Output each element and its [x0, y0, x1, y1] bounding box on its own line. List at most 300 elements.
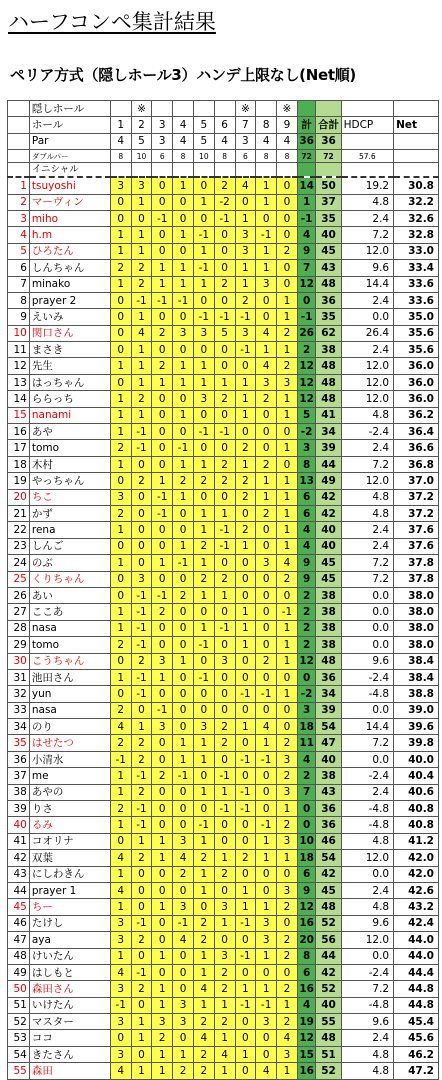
hole-score: 0	[214, 751, 235, 767]
hole-score: 0	[235, 866, 256, 882]
net-cell: 46.2	[394, 1046, 439, 1062]
hdcp-cell: 7.2	[341, 555, 394, 571]
player-row	[8, 1014, 439, 1030]
hole-score: 1	[152, 555, 173, 571]
hole-score: 1	[110, 620, 131, 636]
hole-score: 0	[152, 243, 173, 259]
hole-score: -1	[277, 604, 298, 620]
total-cell: 52	[316, 915, 341, 931]
hdcp-cell: 4.8	[341, 833, 394, 849]
hdcp-cell: 9.6	[341, 653, 394, 669]
hole-score: 1	[235, 210, 256, 226]
hole-score: 0	[110, 374, 131, 390]
player-name: にしわきん	[29, 866, 110, 882]
hole-score: 2	[277, 243, 298, 259]
rank-cell: 16	[8, 424, 30, 440]
player-row	[8, 227, 439, 243]
net-cell: 44.4	[394, 964, 439, 980]
hole-score: 1	[152, 981, 173, 997]
kei-cell: 7	[297, 260, 316, 276]
hole-score: 0	[110, 309, 131, 325]
hole-score: 1	[110, 604, 131, 620]
hole-score: 0	[131, 702, 152, 718]
hole-score: 0	[131, 1046, 152, 1062]
player-row	[8, 194, 439, 210]
hdcp-cell: 9.6	[341, 915, 394, 931]
hole-score: -1	[256, 751, 277, 767]
hole-score: 1	[110, 276, 131, 292]
hole-score: 4	[256, 1063, 277, 1079]
hidden-mark	[152, 101, 173, 117]
hole-score: 3	[110, 915, 131, 931]
player-row	[8, 505, 439, 521]
hole-score: 0	[152, 407, 173, 423]
rank-cell: 42	[8, 850, 30, 866]
kei-cell: 18	[297, 719, 316, 735]
par-label: Par	[29, 133, 110, 149]
net-cell: 38.0	[394, 620, 439, 636]
hole-score: 1	[277, 522, 298, 538]
hdcp-cell: -2.4	[341, 964, 394, 980]
hole-score: 0	[193, 702, 214, 718]
hole-score: 3	[110, 1046, 131, 1062]
player-row	[8, 768, 439, 784]
hole-number: 3	[152, 117, 173, 133]
hole-score: 0	[173, 620, 194, 636]
hdcp-cell: 7.2	[341, 571, 394, 587]
hole-score: 0	[173, 604, 194, 620]
player-name: nasa	[29, 702, 110, 718]
hole-score: 2	[110, 260, 131, 276]
hole-score: 1	[173, 653, 194, 669]
hole-score: -1	[214, 801, 235, 817]
total-cell: 42	[316, 964, 341, 980]
net-cell: 30.8	[394, 177, 439, 194]
rank-cell: 10	[8, 325, 30, 341]
player-row	[8, 309, 439, 325]
hole-score: 1	[235, 456, 256, 472]
hole-score: 2	[131, 735, 152, 751]
hole-score: 0	[193, 342, 214, 358]
hdcp-cell: 2.4	[341, 210, 394, 226]
hole-score: 2	[277, 735, 298, 751]
hole-score: 0	[256, 1046, 277, 1062]
hole-score: 2	[131, 850, 152, 866]
hole-score: 2	[277, 817, 298, 833]
hole-score: 0	[110, 538, 131, 554]
player-name: マーヴィン	[29, 194, 110, 210]
rank-cell: 22	[8, 522, 30, 538]
hole-score: 2	[193, 1046, 214, 1062]
hole-score: 0	[256, 587, 277, 603]
hole-score: 0	[256, 440, 277, 456]
hdcp-cell: 7.2	[341, 456, 394, 472]
player-name: やっちゃん	[29, 473, 110, 489]
total-cell: 50	[316, 177, 341, 194]
player-row	[8, 833, 439, 849]
hole-score: 0	[256, 309, 277, 325]
double-par-value: 8	[256, 150, 277, 163]
hole-score: 0	[173, 243, 194, 259]
hole-score: 1	[193, 194, 214, 210]
hole-number: 8	[256, 117, 277, 133]
hole-score: -1	[152, 489, 173, 505]
kei-cell: 6	[297, 866, 316, 882]
hole-score: 0	[256, 866, 277, 882]
hole-score: 1	[256, 473, 277, 489]
hole-score: 0	[235, 702, 256, 718]
hole-score: -1	[152, 505, 173, 521]
player-row	[8, 604, 439, 620]
hole-score: 2	[235, 850, 256, 866]
hole-score: 3	[173, 325, 194, 341]
total-cell: 38	[316, 768, 341, 784]
hole-score: 2	[152, 604, 173, 620]
hole-score: 0	[256, 801, 277, 817]
hole-score: 0	[235, 194, 256, 210]
player-name: きたさん	[29, 1046, 110, 1062]
hole-score: 1	[235, 637, 256, 653]
hole-score: 2	[214, 866, 235, 882]
hdcp-cell: -4.8	[341, 817, 394, 833]
hole-score: -1	[131, 768, 152, 784]
hole-score: 1	[131, 407, 152, 423]
kei-cell: 7	[297, 784, 316, 800]
rank-cell: 11	[8, 342, 30, 358]
hole-score: 4	[110, 850, 131, 866]
total-cell: 39	[316, 440, 341, 456]
hole-score: 1	[256, 850, 277, 866]
hole-score: 0	[152, 227, 173, 243]
hole-score: 0	[214, 342, 235, 358]
kei-cell: -2	[297, 424, 316, 440]
hole-score: 0	[277, 210, 298, 226]
hole-score: -1	[131, 801, 152, 817]
kei-cell: 10	[297, 833, 316, 849]
total-cell: 34	[316, 686, 341, 702]
kei-cell: 12	[297, 1030, 316, 1046]
kei-cell: 2	[297, 604, 316, 620]
player-name: tsuyoshi	[29, 177, 110, 194]
hole-score: 3	[277, 751, 298, 767]
hole-score: 3	[277, 784, 298, 800]
total-cell: 40	[316, 997, 341, 1013]
hole-score: -1	[214, 309, 235, 325]
player-name: 森田	[29, 1063, 110, 1079]
hole-score: 0	[110, 210, 131, 226]
rank-cell: 15	[8, 407, 30, 423]
hole-score: 1	[131, 719, 152, 735]
player-row	[8, 358, 439, 374]
hole-score: 1	[110, 391, 131, 407]
net-cell: 36.8	[394, 456, 439, 472]
kei-cell: 0	[297, 669, 316, 685]
hole-score: 1	[277, 850, 298, 866]
hole-score: 1	[110, 899, 131, 915]
hole-score: 0	[152, 194, 173, 210]
hole-score: 1	[152, 1046, 173, 1062]
total-cell: 38	[316, 604, 341, 620]
hole-score: 0	[152, 456, 173, 472]
hole-score: 0	[235, 555, 256, 571]
player-row	[8, 751, 439, 767]
hole-score: 1	[173, 456, 194, 472]
hole-score: 1	[214, 374, 235, 390]
net-cell: 32.6	[394, 210, 439, 226]
hole-score: -1	[131, 686, 152, 702]
hole-score: 0	[277, 964, 298, 980]
hole-score: -1	[235, 686, 256, 702]
hole-score: 2	[256, 653, 277, 669]
hole-score: 2	[277, 358, 298, 374]
rank-cell: 19	[8, 473, 30, 489]
net-cell: 39.8	[394, 735, 439, 751]
hole-score: 2	[152, 325, 173, 341]
hole-score: 0	[131, 456, 152, 472]
hole-score: 1	[193, 784, 214, 800]
total-cell: 34	[316, 424, 341, 440]
hole-score: 1	[110, 424, 131, 440]
net-cell: 37.8	[394, 571, 439, 587]
hole-score: 2	[214, 964, 235, 980]
hole-score: -1	[110, 997, 131, 1013]
hole-score: 4	[256, 719, 277, 735]
hole-score: 1	[256, 243, 277, 259]
hole-score: 4	[173, 932, 194, 948]
player-name: me	[29, 768, 110, 784]
total-cell: 42	[316, 489, 341, 505]
rank-cell: 53	[8, 1030, 30, 1046]
hole-score: 0	[277, 227, 298, 243]
hole-score: 3	[214, 899, 235, 915]
player-name: あや	[29, 424, 110, 440]
par-value: 4	[214, 133, 235, 149]
par-kei: 36	[297, 133, 316, 149]
hole-score: 1	[193, 555, 214, 571]
kei-cell: 19	[297, 1014, 316, 1030]
double-par-label: ダブルパー	[29, 150, 110, 163]
hole-score: 0	[214, 604, 235, 620]
hole-score: 1	[256, 489, 277, 505]
results-table	[7, 100, 439, 1080]
hole-score: 1	[152, 1063, 173, 1079]
hole-score: 0	[173, 522, 194, 538]
hole-score: 4	[235, 177, 256, 194]
hole-score: 0	[131, 522, 152, 538]
hole-score: 1	[235, 1046, 256, 1062]
hole-score: 0	[193, 177, 214, 194]
player-row	[8, 1030, 439, 1046]
double-par-value: 8	[214, 150, 235, 163]
rank-cell: 8	[8, 292, 30, 308]
hole-score: 2	[256, 456, 277, 472]
hole-score: 1	[235, 538, 256, 554]
hole-score: 1	[256, 948, 277, 964]
kei-cell: 2	[297, 587, 316, 603]
rank-cell: 3	[8, 210, 30, 226]
hole-score: 0	[173, 719, 194, 735]
rank-cell: 29	[8, 637, 30, 653]
hole-score: 1	[193, 276, 214, 292]
kei-cell: 6	[297, 964, 316, 980]
hole-score: 4	[277, 1030, 298, 1046]
player-name: けいたん	[29, 948, 110, 964]
total-cell: 40	[316, 227, 341, 243]
hole-score: 2	[256, 505, 277, 521]
hole-score: 1	[173, 751, 194, 767]
hole-score: 1	[131, 243, 152, 259]
hole-score: 3	[110, 981, 131, 997]
hole-score: 1	[131, 1014, 152, 1030]
hole-score: 0	[214, 440, 235, 456]
hole-score: 1	[193, 948, 214, 964]
hole-score: 0	[131, 210, 152, 226]
hole-score: 3	[235, 243, 256, 259]
hdcp-cell: 2.4	[341, 342, 394, 358]
hole-score: 4	[193, 981, 214, 997]
hole-score: 1	[110, 227, 131, 243]
hole-score: -1	[152, 292, 173, 308]
hole-score: 2	[131, 473, 152, 489]
hole-score: 0	[173, 424, 194, 440]
hole-score: 3	[152, 653, 173, 669]
hole-score: -1	[256, 686, 277, 702]
kei-cell: 12	[297, 899, 316, 915]
hole-number: 4	[173, 117, 194, 133]
hole-score: -1	[193, 309, 214, 325]
net-cell: 37.6	[394, 522, 439, 538]
kei-cell: 12	[297, 653, 316, 669]
hole-score: 4	[110, 719, 131, 735]
kei-cell: 12	[297, 374, 316, 390]
rank-cell: 55	[8, 1063, 30, 1079]
hole-score: 0	[235, 817, 256, 833]
hole-score: 2	[173, 473, 194, 489]
hole-score: 1	[277, 686, 298, 702]
hole-score: 0	[214, 227, 235, 243]
hole-score: 0	[193, 899, 214, 915]
hole-score: 2	[214, 1014, 235, 1030]
kei-cell: 5	[297, 407, 316, 423]
hole-score: -1	[235, 915, 256, 931]
net-cell: 42.4	[394, 915, 439, 931]
net-cell: 41.2	[394, 833, 439, 849]
hole-score: 0	[256, 882, 277, 898]
hole-score: 0	[256, 292, 277, 308]
rank-cell: 30	[8, 653, 30, 669]
hole-score: -1	[235, 948, 256, 964]
player-row	[8, 932, 439, 948]
hdcp-cell: 4.8	[341, 1063, 394, 1079]
hole-score: 3	[256, 374, 277, 390]
player-row	[8, 981, 439, 997]
hole-score: 1	[235, 604, 256, 620]
hole-score: 0	[277, 177, 298, 194]
rank-cell: 26	[8, 587, 30, 603]
hole-score: 2	[152, 768, 173, 784]
hdcp-cell: 2.4	[341, 538, 394, 554]
player-row	[8, 964, 439, 980]
hole-score: 1	[256, 177, 277, 194]
hole-score: 0	[193, 292, 214, 308]
player-name: ここあ	[29, 604, 110, 620]
player-row	[8, 210, 439, 226]
kei-cell: 16	[297, 915, 316, 931]
net-cell: 40.6	[394, 784, 439, 800]
hole-score: 0	[256, 768, 277, 784]
hole-score: 0	[277, 424, 298, 440]
hole-score: 1	[173, 374, 194, 390]
net-cell: 47.2	[394, 1063, 439, 1079]
hole-score: 1	[235, 899, 256, 915]
hole-score: 1	[173, 538, 194, 554]
hole-score: 0	[152, 686, 173, 702]
kei-cell: 9	[297, 555, 316, 571]
hdcp-cell: 4.8	[341, 194, 394, 210]
rank-cell: 9	[8, 309, 30, 325]
hole-score: 0	[131, 899, 152, 915]
hole-score: 0	[131, 505, 152, 521]
hole-score: 2	[214, 735, 235, 751]
player-row	[8, 489, 439, 505]
total-cell: 48	[316, 899, 341, 915]
total-cell: 36	[316, 801, 341, 817]
hdcp-cell: 2.4	[341, 522, 394, 538]
hole-score: 0	[173, 817, 194, 833]
hole-score: 0	[152, 571, 173, 587]
hole-score: -1	[173, 555, 194, 571]
hole-score: 0	[152, 801, 173, 817]
player-row	[8, 292, 439, 308]
net-cell: 38.4	[394, 669, 439, 685]
hole-score: 1	[131, 309, 152, 325]
total-cell: 45	[316, 571, 341, 587]
hole-score: 0	[277, 456, 298, 472]
par-value: 5	[193, 133, 214, 149]
hdcp-cell: 0.0	[341, 620, 394, 636]
hole-score: 0	[173, 194, 194, 210]
total-cell: 36	[316, 817, 341, 833]
hole-score: 0	[256, 522, 277, 538]
total-cell: 35	[316, 210, 341, 226]
rank-cell: 51	[8, 997, 30, 1013]
total-cell: 42	[316, 505, 341, 521]
hole-score: 1	[193, 522, 214, 538]
hole-score: 1	[214, 505, 235, 521]
net-cell: 43.2	[394, 899, 439, 915]
rank-cell: 6	[8, 260, 30, 276]
total-cell: 56	[316, 932, 341, 948]
hole-score: 1	[277, 801, 298, 817]
hole-score: 3	[173, 833, 194, 849]
hole-score: -1	[214, 424, 235, 440]
total-cell: 43	[316, 784, 341, 800]
kei-cell: 26	[297, 325, 316, 341]
hole-score: 1	[193, 964, 214, 980]
net-cell: 36.4	[394, 424, 439, 440]
hdcp-cell: 0.0	[341, 587, 394, 603]
hole-score: 0	[173, 571, 194, 587]
hole-score: 2	[214, 473, 235, 489]
hole-score: 0	[131, 555, 152, 571]
hole-score: -1	[131, 669, 152, 685]
hole-score: -1	[152, 702, 173, 718]
par-value: 4	[110, 133, 131, 149]
hole-score: 1	[152, 850, 173, 866]
kei-cell: 4	[297, 522, 316, 538]
hole-score: 0	[235, 653, 256, 669]
hole-score: 1	[193, 620, 214, 636]
